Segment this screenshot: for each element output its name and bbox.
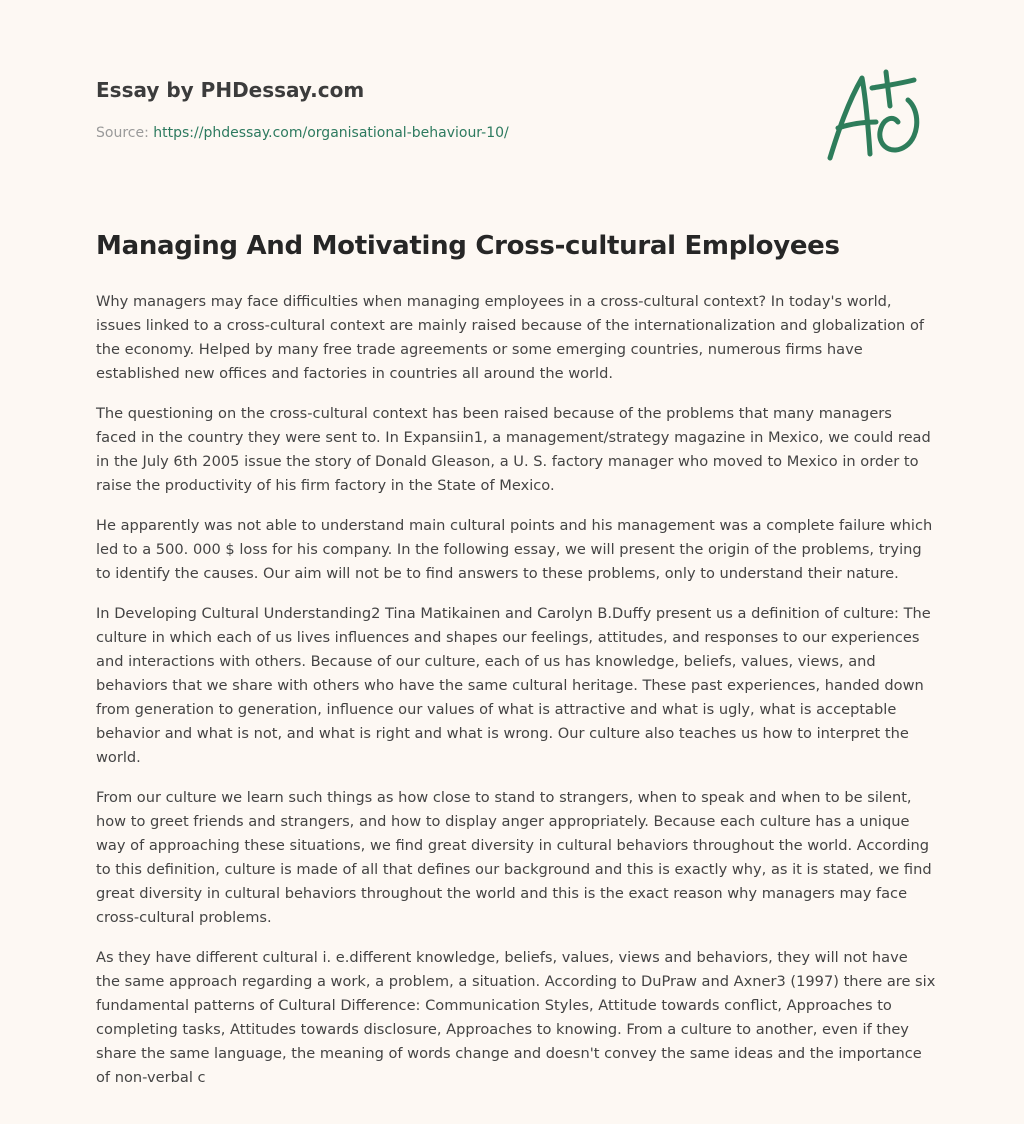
essay-body (96, 226, 936, 1106)
essay-title: Managing And Motivating Cross-cultural Employees (96, 231, 840, 261)
source-link[interactable]: https://phdessay.com/organisational-behaviour-10/ (153, 125, 509, 141)
essay-paragraph-1: Why managers may face difficulties when managing employees in a cross-cultural context? In today's world, issues linked to a cross-cultural context are mainly raised because of the internationalization and globalization of the economy. Helped by many free trade agreements or some emerging countries, numerous firms have established new offices and factories in countries all around the world. (96, 293, 925, 382)
essay-paragraph-3: He apparently was not able to understand main cultural points and his management was a complete failure which led to a 500. 000 $ loss for his company. In the following essay, we will present the origin of the problems, trying to identify the causes. Our aim will not be to find answers to these problems, only to understand their nature. (96, 517, 933, 582)
a-plus-logo-icon (822, 66, 928, 166)
page-header (96, 76, 928, 142)
site-title: Essay by PHDessay.com (96, 78, 365, 102)
source-line (96, 124, 928, 142)
essay-paragraph-6: As they have different cultural i. e.different knowledge, beliefs, values, views and behaviors, they will not have the same approach regarding a work, a problem, a situation. According to DuPraw and Axner3 (1997) there are six fundamental patterns of Cultural Difference: Communication Styles, Attitude towards conflict, Approaches to completing tasks, Attitudes towards disclosure, Approaches to knowing. From a culture to another, even if they share the same language, the meaning of words change and doesn't convey the same ideas and the importance of non-verbal c (96, 949, 936, 1086)
essay-paragraph-4: In Developing Cultural Understanding2 Tina Matikainen and Carolyn B.Duffy present us a definition of culture: The culture in which each of us lives influences and shapes our feelings, attitudes, and responses to our experiences and interactions with others. Because of our culture, each of us has knowledge, beliefs, values, views, and behaviors that we share with others who have the same cultural heritage. These past experiences, handed down from generation to generation, influence our values of what is attractive and what is ugly, what is acceptable behavior and what is not, and what is right and what is wrong. Our culture also teaches us how to interpret the world. (96, 605, 931, 766)
essay-paragraph-2: The questioning on the cross-cultural context has been raised because of the problems that many managers faced in the country they were sent to. In Expansiin1, a management/strategy magazine in Mexico, we could read in the July 6th 2005 issue the story of Donald Gleason, a U. S. factory manager who moved to Mexico in order to raise the productivity of his firm factory in the State of Mexico. (96, 405, 931, 494)
source-label: Source: (96, 125, 149, 141)
essay-paragraph-5: From our culture we learn such things as how close to stand to strangers, when to speak and when to be silent, how to greet friends and strangers, and how to display anger appropriately. Because each culture has a unique way of approaching these situations, we find great diversity in cultural behaviors throughout the world. According to this definition, culture is made of all that defines our background and this is exactly why, as it is stated, we find great diversity in cultural behaviors throughout the world and this is the exact reason why managers may face cross-cultural problems. (96, 789, 932, 926)
